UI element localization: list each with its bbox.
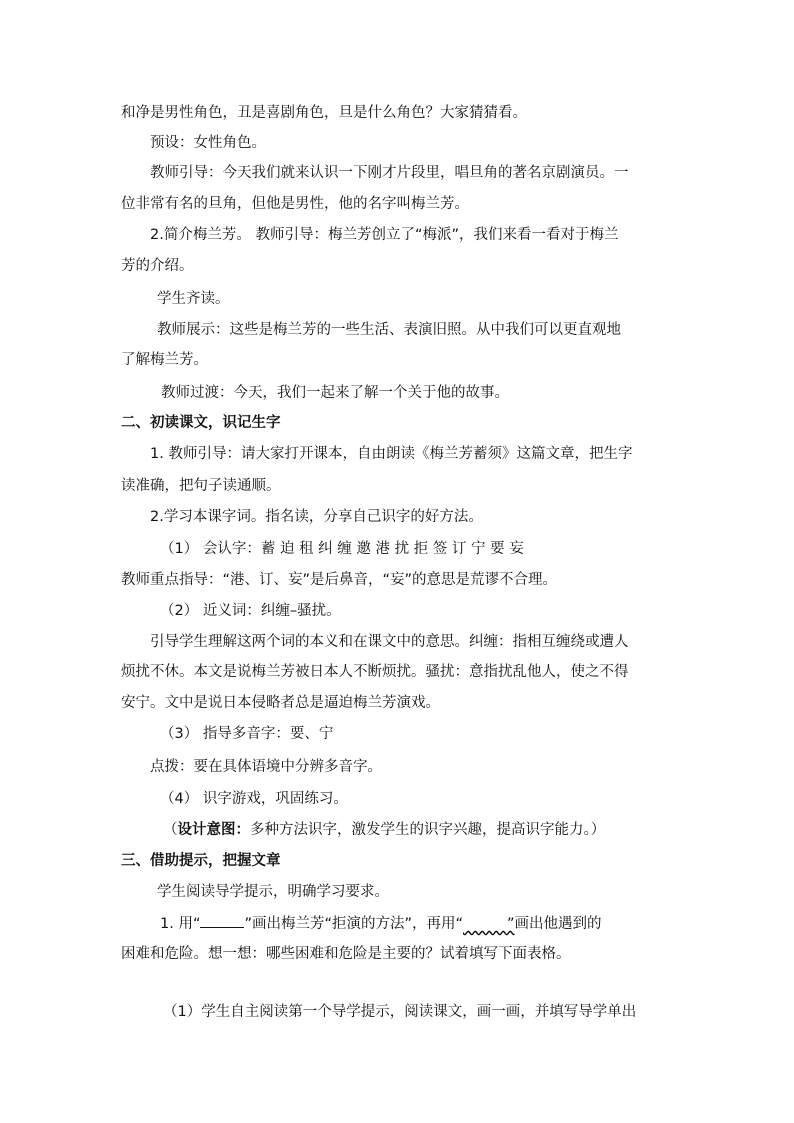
paragraph-line: （2） 近义词：纠缠–骚扰。: [160, 603, 341, 619]
paragraph-line: 烦扰不休。本文是说梅兰芳被日本人不断烦扰。骚扰：意指扰乱他人，使之不得: [121, 664, 629, 680]
paragraph-line: 困难和危险。想一想：哪些困难和危险是主要的？试着填写下面表格。: [121, 946, 571, 962]
design-intent-text: 多种方法识字，激发学生的识字兴趣，提高识字能力。）: [250, 822, 606, 838]
paragraph-line: 学生阅读导学提示，明确学习要求。: [157, 884, 389, 900]
paragraph-line: 教师过渡：今天，我们一起来了解一个关于他的故事。: [161, 385, 509, 401]
paragraph-line: 点拨：要在具体语境中分辨多音字。: [150, 759, 382, 775]
paragraph-line: 引导学生理解这两个词的本义和在课文中的意思。纠缠：指相互缠绕或遭人: [150, 634, 629, 650]
paragraph-line: 教师展示：这些是梅兰芳的一些生活、表演旧照。从中我们可以更直观地: [157, 322, 621, 338]
paragraph-line: 芳的介绍。: [121, 258, 194, 274]
paragraph-line: 1. 教师引导：请大家打开课本，自由朗读《梅兰芳蓄须》这篇文章，把生字: [150, 446, 633, 462]
paragraph-line: 位非常有名的旦角，但他是男性，他的名字叫梅兰芳。: [121, 196, 469, 212]
paragraph-line: 教师重点指导：“港、订、妄”是后鼻音，“妄”的意思是荒谬不合理。: [121, 572, 558, 588]
paragraph-line: 了解梅兰芳。: [121, 352, 208, 368]
paragraph-line: 和净是男性角色，丑是喜剧角色，旦是什么角色？大家猜猜看。: [121, 105, 527, 121]
paragraph-line: 读准确，把句子读通顺。: [121, 478, 281, 494]
paragraph-line: 学生齐读。: [157, 291, 230, 307]
paren-open: （: [163, 822, 178, 838]
paragraph-line: 预设：女性角色。: [150, 135, 266, 151]
section-heading: 二、初读课文，识记生字: [121, 415, 281, 431]
paragraph-line: （1） 会认字：蓄 迫 租 纠 缠 邀 港 扰 拒 签 订 宁 要 妄: [160, 541, 524, 557]
section-heading: 三、借助提示，把握文章: [121, 853, 281, 869]
wavy-underline-sample: [463, 914, 507, 926]
instruction-text-b: ”画出梅兰芳“拒演的方法”，再用“: [244, 916, 464, 932]
paragraph-line: （3） 指导多音字：要、宁: [160, 726, 334, 742]
design-intent-label: 设计意图：: [177, 822, 250, 838]
design-intent-line: [163, 820, 794, 840]
straight-underline-sample: [200, 915, 244, 928]
paragraph-line: 2.学习本课字词。指名读，分享自己识字的好方法。: [150, 509, 483, 525]
instruction-text-a: 1. 用“: [160, 916, 201, 932]
instruction-text-c: ”画出他遇到的: [507, 916, 602, 932]
paragraph-line: 安宁。文中是说日本侵略者总是逼迫梅兰芳演戏。: [121, 695, 440, 711]
paragraph-line: 2.简介梅兰芳。 教师引导：梅兰芳创立了“梅派”，我们来看一看对于梅兰: [150, 227, 619, 243]
paragraph-line: （4） 识字游戏，巩固练习。: [160, 791, 348, 807]
paragraph-line: 教师引导：今天我们就来认识一下刚才片段里，唱旦角的著名京剧演员。一: [150, 165, 629, 181]
paragraph-line: （1）学生自主阅读第一个导学提示，阅读课文，画一画，并填写导学单出: [163, 1004, 637, 1020]
instruction-line: [160, 914, 794, 934]
